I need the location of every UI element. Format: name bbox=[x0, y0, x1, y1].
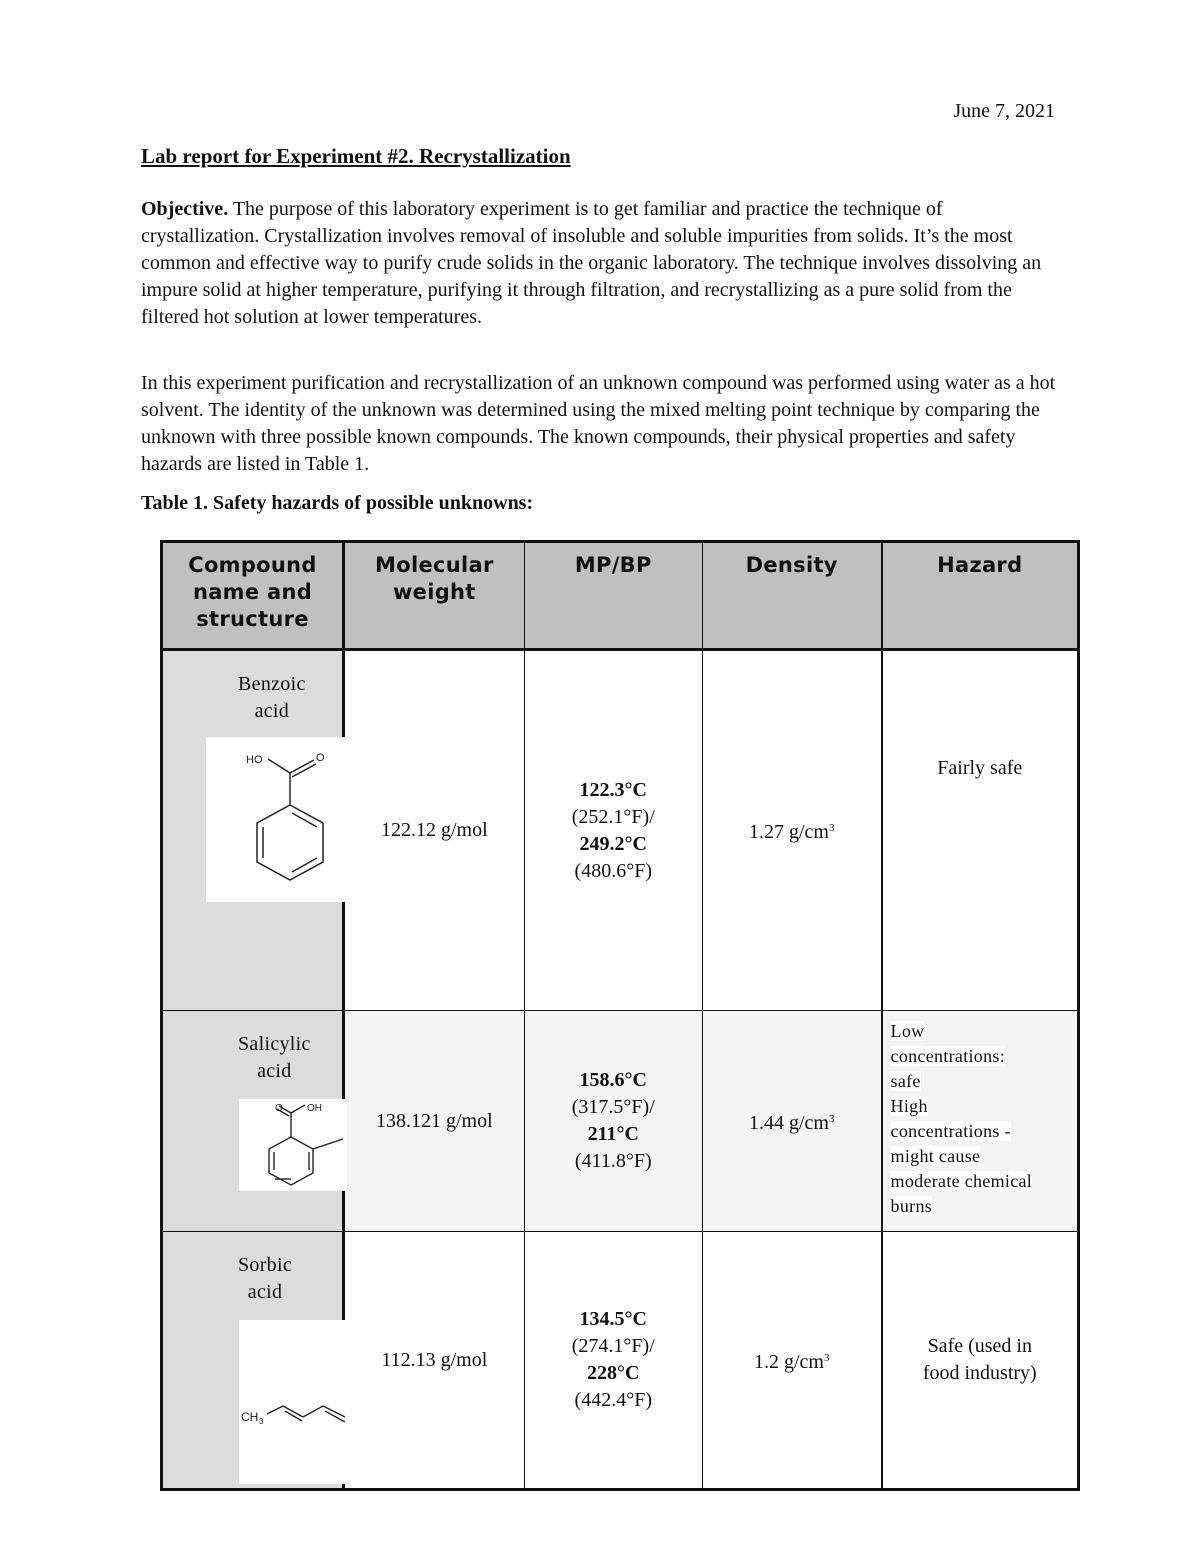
mp-bp-cell: 158.6°C (317.5°F)/ 211°C (411.8°F) bbox=[524, 1011, 702, 1232]
table-caption: Table 1. Safety hazards of possible unknowns: bbox=[141, 492, 534, 514]
hazard-cell: Low concentrations: safe High concentrations - might cause moderate chemical burns bbox=[882, 1011, 1079, 1232]
table-header-row bbox=[162, 542, 1079, 650]
density-cell: 1.27 $g/cm^3$ bbox=[702, 650, 881, 1011]
molecular-weight-cell: 122.12 g/mol bbox=[344, 650, 525, 1011]
safety-hazards-table bbox=[160, 540, 1080, 1491]
compound-name: Benzoic acid bbox=[238, 673, 306, 722]
objective-paragraph bbox=[141, 196, 1061, 331]
molecular-weight-cell: 138.121 g/mol bbox=[344, 1011, 525, 1232]
compound-cell bbox=[162, 1011, 344, 1232]
salicylic-acid-structure-icon bbox=[239, 1099, 347, 1191]
mp-bp-cell: 122.3°C (252.1°F)/ 249.2°C (480.6°F) bbox=[524, 650, 702, 1011]
density-cell: 1.2 $g/cm^3$ bbox=[702, 1232, 881, 1490]
benzoic-acid-structure-icon bbox=[206, 737, 346, 902]
svg-text:HO: HO bbox=[246, 754, 263, 766]
table-row bbox=[162, 1011, 1079, 1232]
header-molecular-weight: Molecular weight bbox=[344, 542, 525, 650]
sorbic-acid-structure-icon bbox=[239, 1320, 347, 1484]
density-cell: 1.44 $g/cm^3$ bbox=[702, 1011, 881, 1232]
objective-label: Objective. bbox=[141, 198, 229, 220]
table-row bbox=[162, 650, 1079, 1011]
experiment-paragraph: In this experiment purification and recrystallization of an unknown compound was performed using water as a hot solvent. The identity of the unknown was determined using the mixed melting point technique by comparing the unknown with three possible known compounds. The known compounds, their physical properties and safety hazards are listed in Table 1. bbox=[141, 372, 1056, 475]
compound-cell bbox=[162, 650, 344, 1011]
compound-name: Salicylic acid bbox=[238, 1033, 311, 1082]
svg-text:3: 3 bbox=[259, 1417, 264, 1426]
header-density: Density bbox=[702, 542, 881, 650]
hazard-cell: Fairly safe bbox=[882, 650, 1079, 1011]
svg-text:O: O bbox=[275, 1103, 283, 1114]
document-date: June 7, 2021 bbox=[953, 100, 1055, 122]
header-compound: Compound name and structure bbox=[162, 542, 344, 650]
compound-name: Sorbic acid bbox=[238, 1254, 293, 1303]
mp-bp-cell: 134.5°C (274.1°F)/ 228°C (442.4°F) bbox=[524, 1232, 702, 1490]
hazard-cell: Safe (used in food industry) bbox=[882, 1232, 1079, 1490]
objective-text: The purpose of this laboratory experiment is to get familiar and practice the technique of crystallization. Crystallization involves removal of insoluble and soluble impurities from solids. It’s the most common and effective way to purify crude solids in the organic laboratory. The technique involves dissolving an impure solid at higher temperature, purifying it through filtration, and recrystallizing as a pure solid from the filtered hot solution at lower temperatures. bbox=[141, 198, 1042, 328]
header-hazard: Hazard bbox=[882, 542, 1079, 650]
molecular-weight-cell: 112.13 g/mol bbox=[344, 1232, 525, 1490]
table-row bbox=[162, 1232, 1079, 1490]
svg-text:OH: OH bbox=[307, 1103, 322, 1114]
svg-text:CH: CH bbox=[241, 1410, 259, 1424]
svg-text:O: O bbox=[316, 752, 325, 764]
header-mp-bp: MP/BP bbox=[524, 542, 702, 650]
document-title: Lab report for Experiment #2. Recrystallization bbox=[141, 144, 571, 168]
compound-cell bbox=[162, 1232, 344, 1490]
